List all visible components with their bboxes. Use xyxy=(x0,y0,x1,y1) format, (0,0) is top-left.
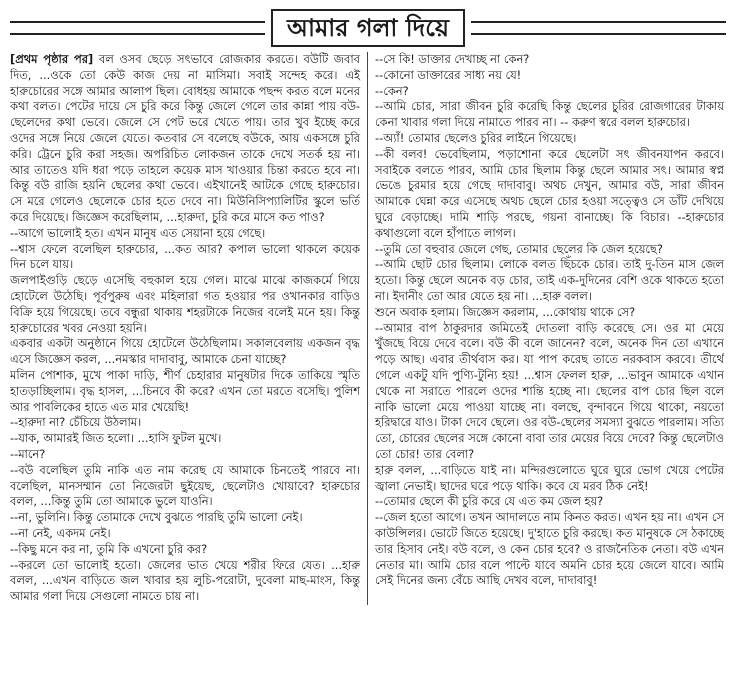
paragraph-text: --আমার বাপ ঠাকুরদার জমিতেই দোতলা বাড়ি করেছে সে। ওর মা মেয়ে খুঁজছে বিয়ে দেবে বলে। বউ কী বলে জানেন? বলে, অনেক দিন তো এখানে পড়ে আছ। এবার তীর্থবাস কর। যা পাপ করেছ তাতে নরকবাস করবে। তীর্থে গেলে একটু যদি পুণ্যি-টুন্যি হয়! ...শ্বাস ফেলল হারু, ...ভাবুন আমাকে এখান থেকে না সরাতে পারলে ওদের শান্তি হচ্ছে না। ছেলের বাপ চোর ছিল বলে নাকি ভালো মেয়ে পাওয়া যাচ্ছে না। বলছে, বৃন্দাবনে গিয়ে থাকো, নয়তো হরিদ্বারে যাও। টাকা দেবে ছেলে। ওর বউ-ছেলের সমস্যা বুঝতে পারলাম। সত্যি তো, চোরের ছেলের সঙ্গে কোনো বাবা তার মেয়ের বিয়ে দেবে? কিন্তু ছেলেটাও তো চোর! তার বেলা? xyxy=(375,320,724,461)
article-paragraph xyxy=(10,431,360,447)
headline-rule-left xyxy=(10,21,265,35)
paragraph-text: --করলে তো ভালোই হতো। জেলের ভাত খেয়ে শরীর ফিরে যেত। ...হারু বলল, ...এখন বাড়িতে জল খাবার হয় লুচি-পরোটা, দুবেলা মাছ-মাংস, কিন্তু আমার গলা দিয়ে সেগুলো নামতে চায় না। xyxy=(10,557,360,604)
headline-bar xyxy=(10,8,726,48)
article-paragraph xyxy=(375,52,724,68)
right-column xyxy=(367,52,724,605)
paragraph-text: --তুমি তো বহুবার জেলে গেছ, তোমার ছেলের কি জেল হয়েছে? xyxy=(375,241,663,256)
article-paragraph xyxy=(10,510,360,526)
left-column xyxy=(10,52,367,605)
article-paragraph xyxy=(375,321,724,463)
article-paragraph xyxy=(375,84,724,100)
paragraph-text: --যাক, আমারই জিত হলো। ...হাসি ফুটল মুখে। xyxy=(10,431,222,446)
paragraph-text: --শ্বাস ফেলে বলেছিল হারুচোর, ...কত আর? কপাল ভালো থাকলে কয়েক দিন চলে যায়। xyxy=(10,241,360,272)
paragraph-text: --বউ বলেছিল তুমি নাকি এত নাম করেছ যে আমাকে চিনতেই পারবে না। বলেছিল, মানসম্মান তো নিজেরটা ছুইয়েছ, ছেলেটাও খোয়াবে? হারুচোর বলল, ...কিন্তু তুমি তো আমাকে ভুলে যাওনি। xyxy=(10,462,360,509)
paragraph-text: শুনে অবাক হলাম। জিজ্ঞেস করলাম, ...কোথায় থাকে সে? xyxy=(375,304,636,319)
paragraph-text: --তোমার ছেলে কী চুরি করে যে এত কম জেল হয়? xyxy=(375,494,604,509)
paragraph-text: --অ্যাঁ! তোমার ছেলেও চুরির লাইনে গিয়েছে। xyxy=(375,130,577,145)
paragraph-text: --আগে ভালোই হত। এখন মানুষ এত সেয়ানা হয়ে গেছে। xyxy=(10,225,266,240)
article-paragraph xyxy=(375,242,724,258)
paragraph-text: মলিন পোশাক, মুখে পাকা দাড়ি, শীর্ণ চেহারার মানুষটার দিকে তাকিয়ে স্মৃতি হাতড়াচ্ছিলাম। বৃদ্ধ হাসল, ...চিনবে কী করে? এখন তো মরতে বসেছি। পুলিশ আর পাবলিকের হাতে এত মার খেয়েছি! xyxy=(10,367,360,414)
paragraph-text: --কোনো ডাক্তারের সাধ্য নয় যে! xyxy=(375,67,522,82)
paragraph-text: হারু বলল, ...বাড়িতে যাই না। মন্দিরগুলোতে ঘুরে ঘুরে ভোগ খেয়ে পেটের জ্বালা নেভাই। ছাদের ঘরে পড়ে থাকি। কবে যে মরব ঠিক নেই! xyxy=(375,462,724,493)
paragraph-text: একবার একটা অনুষ্ঠানে গিয়ে হোটেলে উঠেছিলাম। সকালবেলায় একজন বৃদ্ধ এসে জিজ্ঞেস করল, ...নমস্কার দাদাবাবু, আমাকে চেনা যাচ্ছে? xyxy=(10,336,360,367)
paragraph-text: --সে কি! ডাক্তার দেখাচ্ছ না কেন? xyxy=(375,52,530,66)
paragraph-text: জলপাইগুড়ি ছেড়ে এসেছি বহুকাল হয়ে গেল। মাঝে মাঝে কাজকর্মে গিয়ে হোটেলে উঠেছি। পূর্বপুরুষ এবং মহিলারা গত হওয়ার পর ওখানকার বাড়িও বিক্রি হয়ে গিয়েছে। তবে বন্ধুরা থাকায় শহরটাকে নিজের বলেই মনে হয়। কিন্তু হারুচোরের খবর নেওয়া হয়নি। xyxy=(10,273,360,335)
article-paragraph xyxy=(375,147,724,242)
paragraph-text: --কী বলব! ভেবেছিলাম, পড়াশোনা করে ছেলেটা সৎ জীবনযাপন করবে। সবাইকে বলতে পারব, আমি চোর ছিলাম কিন্তু ছেলে আমার সৎ। আমার স্বপ্ন ভেঙে চুরমার হয়ে গেছে দাদাবাবু। অথচ দেখুন, আমার বউ, সারা জীবন আমাকে ঘেন্না করে এসেছে অথচ ছেলে চোর হওয়া সত্ত্বেও সে ডাঁট দেখিয়ে ঘুরে বেড়াচ্ছে। দামি শাড়ি পরছে, গয়না বানাচ্ছে। কি বিচার। --হারুচোর কথাগুলো বলে হাঁপাতে লাগল। xyxy=(375,146,724,240)
article-paragraph xyxy=(375,99,724,131)
article-paragraph xyxy=(10,273,360,336)
article-paragraph xyxy=(375,131,724,147)
article-paragraph xyxy=(10,463,360,510)
continued-from-label: [প্রথম পৃষ্ঠার পর] xyxy=(10,52,94,66)
article-paragraph xyxy=(10,447,360,463)
paragraph-text: --কিছু মনে কর না, তুমি কি এখনো চুরি কর? xyxy=(10,541,208,556)
article-paragraph xyxy=(375,494,724,510)
article-body xyxy=(10,52,726,605)
article-paragraph xyxy=(375,305,724,321)
article-paragraph xyxy=(375,510,724,589)
article-paragraph xyxy=(10,368,360,415)
paragraph-text: --মানে? xyxy=(10,446,46,461)
article-title: আমার গলা দিয়ে xyxy=(271,9,465,47)
article-paragraph xyxy=(10,542,360,558)
paragraph-text: --কেন? xyxy=(375,83,409,98)
paragraph-text: --না, ভুলিনি। কিন্তু তোমাকে দেখে বুঝতে পারছি তুমি ভালো নেই। xyxy=(10,510,303,525)
paragraph-text: --জেল হতো আগে। তখন আদালতে নাম কিনত করত। এখন হয় না। এখন সে কাউন্সিলর। ভোটে জিতে হয়েছে। দু'হাতে চুরি করছে। কত মানুষকে সে ঠকাচ্ছে তার হিসাব নেই। বউ বলে, ও কেন চোর হবে? ও রাজনৈতিক নেতা। বউ এখন নেতার মা। আমি চোর বলে পাল্টে যাবে অমনি চোর হয়ে জেলে যাবে। আমি সেই দিনের জন্য বেঁচে আছি দেখব বলে, দাদাবাবু! xyxy=(375,510,724,588)
article-paragraph xyxy=(10,526,360,542)
article-paragraph xyxy=(10,415,360,431)
article-paragraph xyxy=(10,226,360,242)
paragraph-text: --হারুদা না? চেঁচিয়ে উঠলাম। xyxy=(10,415,142,430)
article-paragraph xyxy=(375,68,724,84)
paragraph-text: --না নেই, একদম নেই। xyxy=(10,525,111,540)
paragraph-text: --আমি চোর, সারা জীবন চুরি করেছি কিন্তু ছেলের চুরির রোজগারের টাকায় কেনা খাবার গলা দিয়ে নামাতে পারব না। -- করুণ স্বরে বলল হারুচোর। xyxy=(375,99,724,130)
article-paragraph xyxy=(10,558,360,605)
article-paragraph xyxy=(375,257,724,304)
article-paragraph xyxy=(10,336,360,368)
headline-rule-right xyxy=(471,21,726,35)
paragraph-text: --আমি ছোট চোর ছিলাম। লোকে বলত ছিঁচকে চোর। তাই দু-তিন মাস জেল হতো। কিন্তু ছেলে অনেক বড় চোর, তাই এক-দুদিনের বেশি ওকে থাকতে হতো না। ইদানীং তো আর যেতে হয় না। ...হারু বলল। xyxy=(375,257,724,303)
paragraph-text: বল ওসব ছেড়ে সৎভাবে রোজকার করতে। বউটি জবাব দিত, ...ওকে তো কেউ কাজ দেয় না মাসিমা। সবাই সন্দেহ করে। এই হারুচোরের সঙ্গে আমার আলাপ ছিল। বোধহয় আমাকে পছন্দ করত বলে মনের কথা বলত। পেটের দায়ে সে চুরি করে কিন্তু জেলে গেলে তার কান্না পায় বউ-ছেলেদের কথা ভেবে। জেলে সে পেট ভরে খেতে পায়। তার খুব ইচ্ছে করে ওদের সঙ্গে নিয়ে জেলে যেতে। কতবার সে বলেছে বউকে, আয় একসঙ্গে চুরি করি। ট্রেনে চুরি করা সহজ। অপরিচিত লোকজন তাকে দেখে সতর্ক হয় না। আর তাতেও যদি ধরা পড়ে তাহলে কয়েক মাস খাওয়ার চিন্তা করতে হবে না। কিন্তু বউ রাজি হয়নি ছেলের কথা ভেবে। এইখানেই আটকে গেছে হারুচোর। সে মরে গেলেও ছেলেকে চোর হতে দেবে না। মিউনিসিপ্যালিটির স্কুলে ভর্তি করে দিয়েছে। জিজ্ঞেস করেছিলাম, ...হারুদা, চুরি করে মাসে কত পাও? xyxy=(10,52,360,224)
article-paragraph xyxy=(375,463,724,495)
article-paragraph xyxy=(10,242,360,274)
article-paragraph xyxy=(10,52,360,226)
